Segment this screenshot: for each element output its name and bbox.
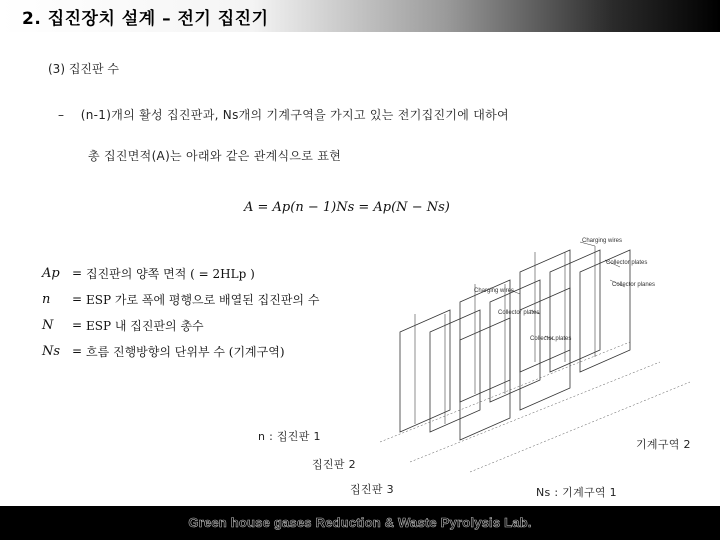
collector-plate: [460, 318, 510, 440]
collector-plates-label: Collector plates: [606, 260, 648, 266]
definition-symbol: n: [42, 291, 51, 307]
collector-planes-label: Collector planes: [612, 282, 656, 288]
bullet-marker: –: [58, 108, 65, 122]
charging-wires-label: Charging wires: [474, 288, 515, 294]
mech-zone-2-label: 기계구역 2: [636, 438, 691, 451]
definition-list: [42, 260, 319, 364]
definition-symbol: Ap: [42, 265, 60, 281]
definition-symbol: N: [42, 317, 54, 333]
plate-3-label: 집진판 3: [350, 483, 394, 496]
plate-1-label: n : 집진판 1: [258, 430, 321, 443]
definition-equals: =: [71, 266, 83, 280]
mech-zone-1-label: Ns : 기계구역 1: [536, 486, 617, 499]
bullet-text-line2: 총 집진면적(A)는 아래와 같은 관계식으로 표현: [88, 149, 342, 163]
plate-2-label: 집진판 2: [312, 458, 356, 471]
definition-text: 흐름 진행방향의 단위부 수 (기계구역): [86, 344, 285, 359]
collector-plate: [580, 250, 630, 372]
collector-plates-label: Collector plates: [530, 336, 572, 342]
definition-text: ESP 가로 폭에 평행으로 배열된 집진판의 수: [86, 292, 320, 307]
charging-wires: [415, 246, 595, 424]
definition-row: [42, 338, 319, 364]
definition-row: [42, 286, 319, 312]
title-bar: [0, 0, 720, 32]
leader-lines: [510, 242, 625, 340]
footer-bar: [0, 506, 720, 540]
bullet-text-line1: (n-1)개의 활성 집진판과, Ns개의 기계구역을 가지고 있는 전기집진기에 대하여: [80, 108, 509, 122]
definition-equals: =: [71, 292, 83, 306]
definition-text: ESP 내 집진판의 총수: [86, 318, 204, 333]
slide-title: 2. 집진장치 설계 – 전기 집진기: [22, 9, 269, 29]
definition-equals: =: [71, 318, 83, 332]
section-heading: (3) 집진판 수: [48, 62, 119, 76]
definition-equals: =: [71, 344, 83, 358]
collector-plate: [520, 288, 570, 410]
collector-plate: [550, 250, 600, 372]
lab-name: Green house gases Reduction & Waste Pyrolysis Lab.: [188, 515, 532, 530]
definition-row: [42, 312, 319, 338]
definition-symbol: Ns: [42, 343, 61, 359]
collector-plate: [430, 310, 480, 432]
collector-plate: [460, 280, 510, 402]
collector-plate: [400, 310, 450, 432]
definition-row: [42, 260, 319, 286]
bullet-item: [58, 106, 509, 123]
collector-plates: [400, 250, 630, 440]
charging-wires-label: Charging wires: [582, 238, 623, 244]
definition-text: 집진판의 양쪽 면적 ( = 2HLp ): [86, 266, 255, 281]
area-formula: A = Ap(n − 1)Ns = Ap(N − Ns): [244, 200, 450, 215]
collector-plates-label: Collector plates: [498, 310, 540, 316]
